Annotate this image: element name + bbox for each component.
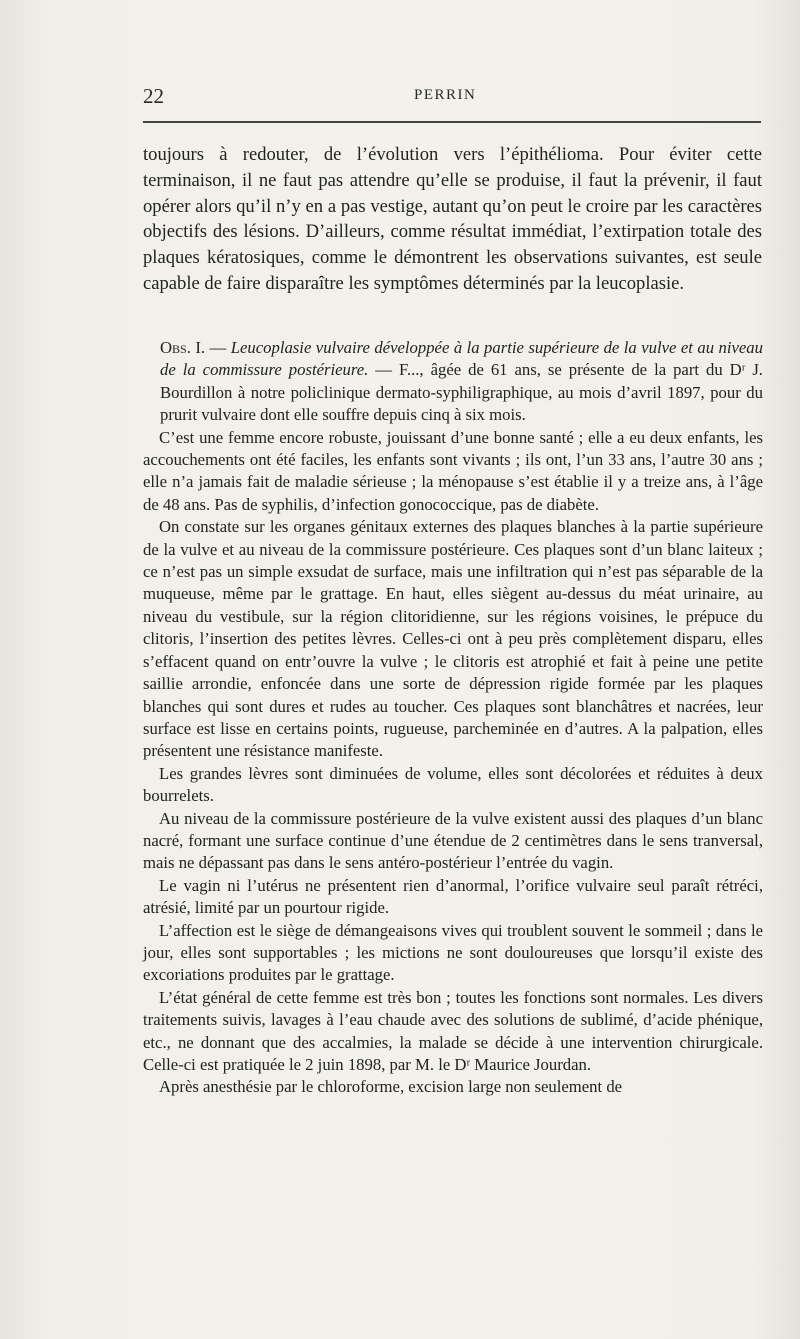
observation-paragraph: On constate sur les organes génitaux externes des plaques blanches à la partie supérieure de la vulve et au niveau de la commissure postérieure. Ces plaques sont d’un blanc laiteux ; ce n’est pas un simple exsudat de surface, mais une infiltration qui n’est pas séparable de la muqueuse, même par le grattage. En haut, elles siègent au-dessus du méat urinaire, au niveau du vestibule, sur la région clitoridienne, sur les régions voisines, le prépuce du clitoris, l’insertion des petites lèvres. Celles-ci ont à peu près complètement disparu, elles s’effacent quand on entr’ouvre la vulve ; le clitoris est atrophié et fait à peine une petite saillie arrondie, enfoncée dans une sorte de dépression rigide formée par les plaques blanches qui sont dures et rudes au toucher. Ces plaques sont blanchâtres et nacrées, leur surface est lisse en certains points, rugueuse, parcheminée en d’autres. A la palpation, elles présentent une résistance manifeste.	[143, 517, 763, 761]
observation-dash: —	[205, 338, 231, 357]
observation-paragraph: Après anesthésie par le chloroforme, excision large non seulement de	[159, 1077, 623, 1097]
observation-label: Obs. I.	[160, 338, 206, 357]
lead-paragraph: toujours à redouter, de l’évolution vers l’épithélioma. Pour éviter cette terminaison, il ne faut pas attendre qu’elle se produise, il faut la prévenir, il faut opérer alors qu’il n’y en a pas vestige, autant qu’on peut le croire par les caractères objectifs des lésions. D’ailleurs, comme résultat immédiat, l’extirpation totale des plaques kératosiques, comme le démontrent les observations suivantes, est seule capable de faire disparaître les symptômes déterminés par la leucoplasie.	[143, 144, 762, 294]
observation-intro	[143, 337, 763, 427]
observation-paragraph: Le vagin ni l’utérus ne présentent rien d’anormal, l’orifice vulvaire seul paraît rétréci, atrésié, limité par un pourtour rigide.	[143, 875, 763, 918]
running-head: PERRIN	[414, 87, 477, 103]
observation-paragraph: C’est une femme encore robuste, jouissant d’une bonne santé ; elle a eu deux enfants, les accouchements ont été faciles, les enfants sont vivants ; ils ont, l’un 33 ans, l’autre 30 ans ; elle n’a jamais fait de maladie sérieuse ; la ménopause s’est établie il y a treize ans, à l’âge de 48 ans. Pas de syphilis, d’infection gonococcique, pas de diabète.	[143, 427, 763, 514]
observation-paragraph: L’affection est le siège de démangeaisons vives qui troublent souvent le sommeil ; dans le jour, elles sont supportables ; les mictions ne sont douloureuses que lorsqu’il existe des excoriations produites par le grattage.	[143, 920, 763, 985]
header-rule	[143, 121, 761, 123]
page-header	[143, 84, 761, 114]
page-number: 22	[143, 84, 164, 108]
observation-section	[143, 337, 763, 1099]
observation-intro-text: — F..., âgée de 61 ans, se présente de la part du Dʳ J. Bourdillon à notre policlinique dermato-syphiligraphique, au mois d’avril 1897, pour du prurit vulvaire dont elle souffre depuis cinq à six mois.	[160, 360, 763, 425]
observation-paragraph: L’état général de cette femme est très bon ; toutes les fonctions sont normales. Les divers traitements suivis, lavages à l’eau chaude avec des solutions de sublimé, d’acide phénique, etc., ne donnant que des accalmies, la malade se décide à une intervention chirurgicale. Celle-ci est pratiquée le 2 juin 1898, par M. le Dʳ Maurice Jourdan.	[143, 987, 763, 1074]
observation-title: Leucoplasie vulvaire développée à la partie supérieure de la vulve et au niveau de la commissure postérieure.	[160, 338, 763, 380]
observation-paragraph: Au niveau de la commissure postérieure de la vulve existent aussi des plaques d’un blanc nacré, formant une surface continue d’une étendue de 2 centimètres dans le sens tranversal, mais ne dépassant pas dans le sens antéro-postérieur l’entrée du vagin.	[143, 808, 763, 873]
observation-paragraph: Les grandes lèvres sont diminuées de volume, elles sont décolorées et réduites à deux bourrelets.	[143, 763, 763, 806]
